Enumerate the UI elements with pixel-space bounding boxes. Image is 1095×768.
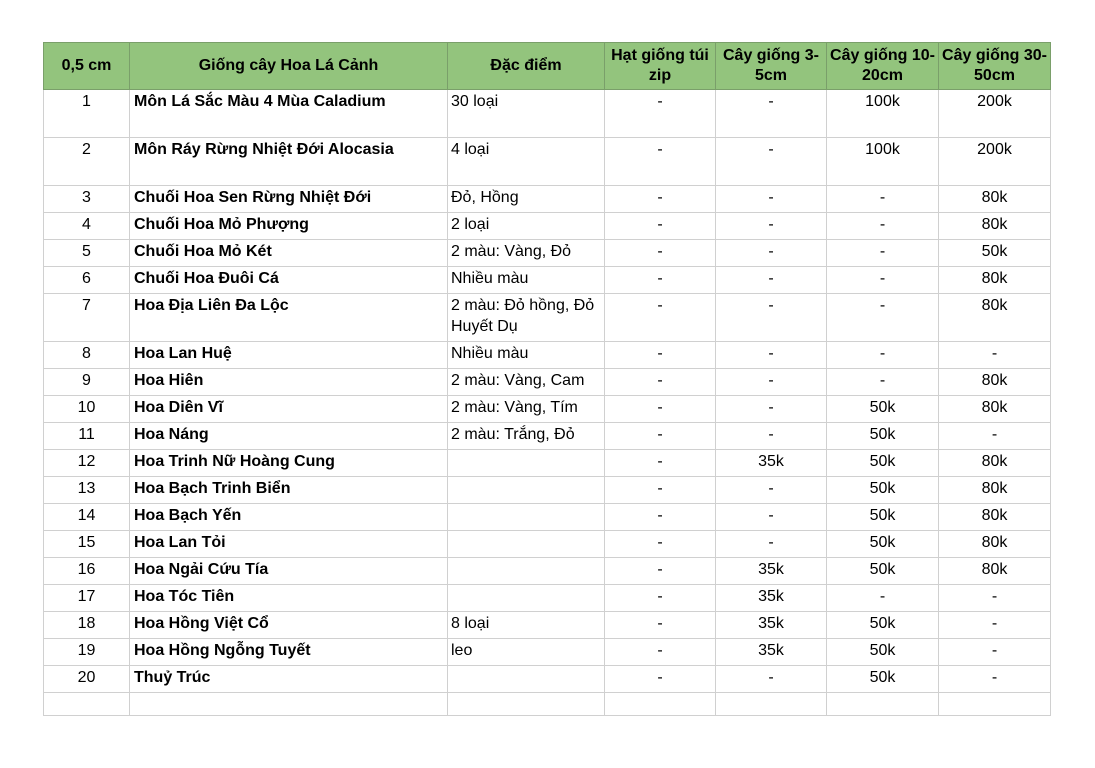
plant-name: Hoa Bạch Trinh Biển	[130, 477, 448, 504]
plant-name: Môn Ráy Rừng Nhiệt Đới Alocasia	[130, 138, 448, 186]
price-seed-zip: -	[605, 477, 716, 504]
table-row	[44, 450, 1051, 477]
price-seedling-3-5: -	[716, 267, 827, 294]
plant-name: Chuối Hoa Đuôi Cá	[130, 267, 448, 294]
table-row	[44, 294, 1051, 342]
price-seedling-10-20: -	[827, 342, 939, 369]
plant-features: leo	[448, 639, 605, 666]
table-row	[44, 138, 1051, 186]
price-seedling-30-50: 80k	[939, 396, 1051, 423]
row-number	[44, 693, 130, 716]
plant-features: 2 loại	[448, 213, 605, 240]
row-number: 14	[44, 504, 130, 531]
plant-name	[130, 693, 448, 716]
price-seedling-10-20: -	[827, 213, 939, 240]
plant-name: Hoa Hồng Việt Cổ	[130, 612, 448, 639]
plant-features: 2 màu: Vàng, Tím	[448, 396, 605, 423]
price-seedling-30-50: -	[939, 666, 1051, 693]
row-number: 11	[44, 423, 130, 450]
price-seed-zip: -	[605, 666, 716, 693]
price-seedling-10-20: 50k	[827, 450, 939, 477]
price-seedling-30-50: 80k	[939, 531, 1051, 558]
plant-features	[448, 666, 605, 693]
table-row	[44, 423, 1051, 450]
plant-features: Nhiều màu	[448, 342, 605, 369]
table-row	[44, 369, 1051, 396]
price-seedling-3-5: -	[716, 186, 827, 213]
price-seed-zip: -	[605, 585, 716, 612]
price-seedling-3-5: -	[716, 90, 827, 138]
row-number: 12	[44, 450, 130, 477]
table-row	[44, 612, 1051, 639]
price-seedling-30-50: 80k	[939, 294, 1051, 342]
row-number: 4	[44, 213, 130, 240]
plant-features: Đỏ, Hồng	[448, 186, 605, 213]
price-seedling-3-5: 35k	[716, 585, 827, 612]
price-seedling-3-5	[716, 693, 827, 716]
column-header-seedling-10-20: Cây giống 10-20cm	[827, 43, 939, 90]
price-seedling-30-50: -	[939, 639, 1051, 666]
price-table	[43, 42, 1051, 716]
row-number: 19	[44, 639, 130, 666]
price-seed-zip: -	[605, 396, 716, 423]
price-seedling-3-5: -	[716, 477, 827, 504]
price-seedling-30-50: -	[939, 342, 1051, 369]
plant-name: Hoa Hiên	[130, 369, 448, 396]
price-seedling-3-5: -	[716, 342, 827, 369]
price-seedling-3-5: -	[716, 531, 827, 558]
plant-features	[448, 531, 605, 558]
header-row	[44, 43, 1051, 90]
price-seedling-30-50: 80k	[939, 369, 1051, 396]
row-number: 17	[44, 585, 130, 612]
plant-features: 8 loại	[448, 612, 605, 639]
price-seedling-30-50: 200k	[939, 138, 1051, 186]
row-number: 16	[44, 558, 130, 585]
price-seedling-10-20: 50k	[827, 612, 939, 639]
price-seed-zip: -	[605, 342, 716, 369]
price-seedling-3-5: -	[716, 240, 827, 267]
price-seedling-30-50: 50k	[939, 240, 1051, 267]
price-seedling-10-20: 50k	[827, 639, 939, 666]
price-seed-zip: -	[605, 612, 716, 639]
plant-features	[448, 504, 605, 531]
price-seedling-3-5: 35k	[716, 450, 827, 477]
price-seedling-30-50: -	[939, 612, 1051, 639]
row-number: 1	[44, 90, 130, 138]
price-seedling-30-50: 80k	[939, 450, 1051, 477]
price-seed-zip: -	[605, 90, 716, 138]
price-seed-zip: -	[605, 423, 716, 450]
price-seedling-30-50: 80k	[939, 186, 1051, 213]
column-header-seedling-30-50: Cây giống 30-50cm	[939, 43, 1051, 90]
price-seedling-10-20: 50k	[827, 423, 939, 450]
plant-name: Hoa Tóc Tiên	[130, 585, 448, 612]
plant-features	[448, 477, 605, 504]
row-number: 15	[44, 531, 130, 558]
price-seedling-3-5: -	[716, 423, 827, 450]
plant-features: 2 màu: Vàng, Đỏ	[448, 240, 605, 267]
table-row	[44, 639, 1051, 666]
plant-features: 4 loại	[448, 138, 605, 186]
table-row	[44, 342, 1051, 369]
row-number: 3	[44, 186, 130, 213]
price-seedling-3-5: -	[716, 504, 827, 531]
row-number: 2	[44, 138, 130, 186]
price-seedling-3-5: -	[716, 369, 827, 396]
column-header-size: 0,5 cm	[44, 43, 130, 90]
price-seedling-3-5: 35k	[716, 639, 827, 666]
price-seedling-3-5: -	[716, 294, 827, 342]
price-seed-zip: -	[605, 450, 716, 477]
table-row	[44, 477, 1051, 504]
price-seed-zip: -	[605, 138, 716, 186]
price-seedling-3-5: -	[716, 396, 827, 423]
plant-name: Hoa Ngải Cứu Tía	[130, 558, 448, 585]
table-row	[44, 504, 1051, 531]
price-seedling-10-20: -	[827, 267, 939, 294]
price-seedling-3-5: -	[716, 213, 827, 240]
plant-features: 30 loại	[448, 90, 605, 138]
table-row	[44, 90, 1051, 138]
plant-name: Chuối Hoa Mỏ Két	[130, 240, 448, 267]
price-seedling-30-50	[939, 693, 1051, 716]
price-seedling-10-20: 100k	[827, 138, 939, 186]
price-seedling-10-20: 50k	[827, 504, 939, 531]
plant-name: Hoa Diên Vĩ	[130, 396, 448, 423]
table-row	[44, 396, 1051, 423]
plant-name: Chuối Hoa Sen Rừng Nhiệt Đới	[130, 186, 448, 213]
row-number: 7	[44, 294, 130, 342]
plant-name: Hoa Trinh Nữ Hoàng Cung	[130, 450, 448, 477]
row-number: 8	[44, 342, 130, 369]
price-seedling-10-20: 50k	[827, 396, 939, 423]
price-seedling-30-50: 80k	[939, 477, 1051, 504]
plant-name: Chuối Hoa Mỏ Phượng	[130, 213, 448, 240]
price-seed-zip	[605, 693, 716, 716]
price-seedling-10-20: 100k	[827, 90, 939, 138]
plant-features	[448, 693, 605, 716]
price-seedling-10-20: 50k	[827, 477, 939, 504]
table-row	[44, 558, 1051, 585]
plant-name: Hoa Lan Huệ	[130, 342, 448, 369]
table-row	[44, 585, 1051, 612]
price-seedling-10-20: -	[827, 240, 939, 267]
price-seedling-3-5: -	[716, 138, 827, 186]
price-seedling-3-5: -	[716, 666, 827, 693]
plant-name: Hoa Lan Tỏi	[130, 531, 448, 558]
price-seedling-10-20: 50k	[827, 558, 939, 585]
plant-features: Nhiều màu	[448, 267, 605, 294]
table-row	[44, 240, 1051, 267]
row-number: 10	[44, 396, 130, 423]
plant-features	[448, 558, 605, 585]
price-seed-zip: -	[605, 240, 716, 267]
column-header-features: Đặc điểm	[448, 43, 605, 90]
price-seed-zip: -	[605, 369, 716, 396]
price-seedling-30-50: 80k	[939, 558, 1051, 585]
price-seed-zip: -	[605, 531, 716, 558]
plant-name: Hoa Bạch Yến	[130, 504, 448, 531]
plant-features: 2 màu: Đỏ hồng, Đỏ Huyết Dụ	[448, 294, 605, 342]
row-number: 13	[44, 477, 130, 504]
price-seedling-10-20: -	[827, 585, 939, 612]
price-seedling-3-5: 35k	[716, 558, 827, 585]
table-row	[44, 693, 1051, 716]
column-header-seedling-3-5: Cây giống 3-5cm	[716, 43, 827, 90]
price-seedling-30-50: 200k	[939, 90, 1051, 138]
price-seed-zip: -	[605, 267, 716, 294]
price-seed-zip: -	[605, 294, 716, 342]
plant-features	[448, 585, 605, 612]
table-row	[44, 213, 1051, 240]
plant-features	[448, 450, 605, 477]
price-seed-zip: -	[605, 213, 716, 240]
price-seedling-10-20: -	[827, 186, 939, 213]
price-seedling-30-50: 80k	[939, 267, 1051, 294]
row-number: 9	[44, 369, 130, 396]
price-seedling-30-50: -	[939, 423, 1051, 450]
table-row	[44, 267, 1051, 294]
price-seedling-30-50: 80k	[939, 213, 1051, 240]
price-seedling-30-50: -	[939, 585, 1051, 612]
price-seed-zip: -	[605, 558, 716, 585]
column-header-seed-zip: Hạt giống túi zip	[605, 43, 716, 90]
row-number: 6	[44, 267, 130, 294]
table-row	[44, 531, 1051, 558]
plant-name: Môn Lá Sắc Màu 4 Mùa Caladium	[130, 90, 448, 138]
price-seed-zip: -	[605, 186, 716, 213]
plant-features: 2 màu: Trắng, Đỏ	[448, 423, 605, 450]
price-seedling-10-20: 50k	[827, 531, 939, 558]
row-number: 5	[44, 240, 130, 267]
plant-name: Thuỷ Trúc	[130, 666, 448, 693]
plant-name: Hoa Náng	[130, 423, 448, 450]
plant-name: Hoa Hồng Ngỗng Tuyết	[130, 639, 448, 666]
price-seedling-10-20: 50k	[827, 666, 939, 693]
price-seedling-10-20: -	[827, 369, 939, 396]
table-row	[44, 666, 1051, 693]
plant-features: 2 màu: Vàng, Cam	[448, 369, 605, 396]
plant-name: Hoa Địa Liên Đa Lộc	[130, 294, 448, 342]
row-number: 18	[44, 612, 130, 639]
price-seedling-3-5: 35k	[716, 612, 827, 639]
column-header-plant: Giống cây Hoa Lá Cảnh	[130, 43, 448, 90]
price-seedling-10-20	[827, 693, 939, 716]
price-seed-zip: -	[605, 639, 716, 666]
table-body	[44, 90, 1051, 716]
price-seed-zip: -	[605, 504, 716, 531]
price-seedling-30-50: 80k	[939, 504, 1051, 531]
price-seedling-10-20: -	[827, 294, 939, 342]
row-number: 20	[44, 666, 130, 693]
table-row	[44, 186, 1051, 213]
